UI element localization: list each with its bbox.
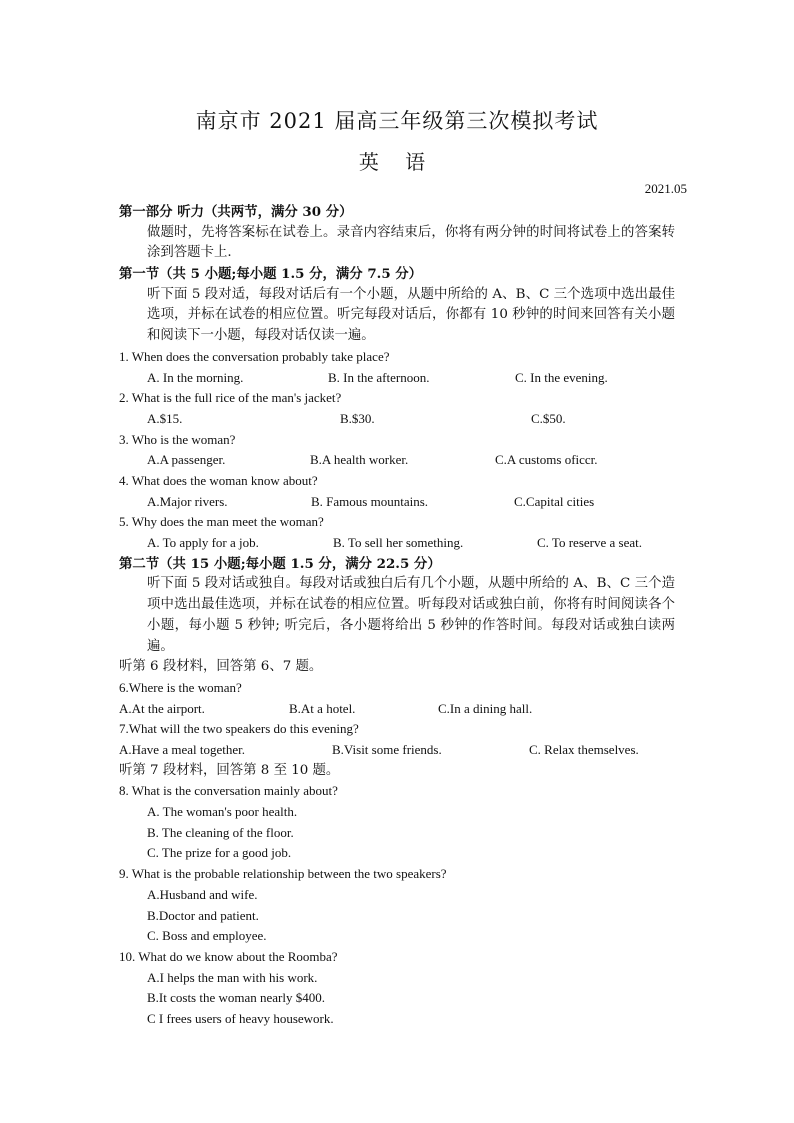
part1-heading: 第一部分 听力（共两节，满分 30 分）: [119, 204, 353, 220]
option-b: B.At a hotel.: [289, 700, 356, 716]
exam-title: 南京市 2021 届高三年级第三次模拟考试: [195, 109, 599, 133]
option-a: A.A passenger.: [147, 452, 226, 468]
question-options: [119, 368, 675, 389]
material-7-instruction: 听第 7 段材料，回答第 8 至 10 题。: [119, 762, 340, 778]
option-c: C I frees users of heavy housework.: [147, 1010, 334, 1026]
option-a: A.$15.: [147, 410, 183, 426]
option-c: C. The prize for a good job.: [147, 845, 292, 861]
option-c: C. Relax themselves.: [529, 742, 639, 758]
question-stem: 8. What is the conversation mainly about?: [119, 783, 338, 799]
option-a: A.At the airport.: [119, 700, 205, 716]
option-a: A.Husband and wife.: [147, 886, 258, 902]
option-c: C. In the evening.: [515, 369, 608, 385]
question-stem: 3. Who is the woman?: [119, 431, 236, 447]
option-c: C.Capital cities: [514, 493, 595, 509]
section1-heading: 第一节（共 5 小题;每小题 1.5 分，满分 7.5 分）: [119, 266, 423, 283]
option-b: B. The cleaning of the floor.: [147, 824, 294, 840]
exam-subject: 英 语: [358, 150, 436, 174]
option-a: A.Have a meal together.: [119, 742, 245, 758]
material-6-instruction: 听第 6 段材料，回答第 6、7 题。: [119, 659, 323, 675]
question-stem: 2. What is the full rice of the man's jacket?: [119, 390, 342, 406]
option-c: C. To reserve a seat.: [537, 535, 642, 551]
question-options: [119, 740, 675, 761]
section1-instructions: 听下面 5 段对适，每段对话后有一个小题，从题中所给的 A、B、C 三个选项中选出最佳选项，并标在试卷的相应位置。听完每段对话后，你都有 10 秒钟的时间来回答有关小题和阅读下一小题，每段对话仅读一遍。: [147, 286, 675, 344]
option-a: A. In the morning.: [147, 369, 244, 385]
question-options: [119, 699, 675, 720]
question-stem: 4. What does the woman know about?: [119, 473, 318, 489]
option-a: A.Major rivers.: [147, 493, 228, 509]
option-a: A. To apply for a job.: [147, 535, 259, 551]
option-b: B.It costs the woman nearly $400.: [147, 990, 325, 1006]
section2-instructions: 听下面 5 段对话或独自。每段对话或独白后有几个小题，从题中所给的 A、B、C 三个造项中选出最佳选项，并标在试卷的相应位置。听每段对话或独白前，你将有时间阅读各个小题，每小题 5 秒钟; 听完后，各小题将给出 5 秒钟的作答时间。每段对话或独白读两遍。: [147, 576, 675, 654]
part1-instructions: 做题时，先将答案标在试卷上。录音内容结束后，你将有两分钟的时间将试卷上的答案转涂到答题卡上.: [147, 224, 675, 261]
section2-heading: 第二节（共 15 小题;每小题 1.5 分，满分 22.5 分）: [119, 555, 441, 572]
question-stem: 10. What do we know about the Roomba?: [119, 948, 338, 964]
exam-content: [119, 202, 675, 1030]
question-stem: 1. When does the conversation probably take place?: [119, 348, 390, 364]
question-stem: 7.What will the two speakers do this evening?: [119, 721, 359, 737]
option-b: B.Doctor and patient.: [147, 907, 259, 923]
option-c: C.A customs oficcr.: [495, 452, 598, 468]
exam-date: 2021.05: [644, 181, 687, 196]
question-stem: 5. Why does the man meet the woman?: [119, 514, 324, 530]
question-options: [119, 533, 675, 554]
question-options: [119, 450, 675, 471]
option-c: C.$50.: [531, 410, 566, 426]
option-b: B.$30.: [340, 410, 375, 426]
question-stem: 9. What is the probable relationship between the two speakers?: [119, 866, 447, 882]
question-stem: 6.Where is the woman?: [119, 679, 242, 695]
option-a: A. The woman's poor health.: [147, 804, 298, 820]
question-options: [119, 492, 675, 513]
option-b: B.Visit some friends.: [332, 742, 442, 758]
option-b: B. In the afternoon.: [328, 369, 430, 385]
option-a: A.I helps the man with his work.: [147, 969, 318, 985]
question-options: [119, 409, 675, 430]
option-c: C. Boss and employee.: [147, 928, 267, 944]
option-b: B.A health worker.: [310, 452, 409, 468]
option-b: B. To sell her something.: [333, 535, 464, 551]
option-c: C.In a dining hall.: [438, 700, 533, 716]
option-b: B. Famous mountains.: [311, 493, 429, 509]
